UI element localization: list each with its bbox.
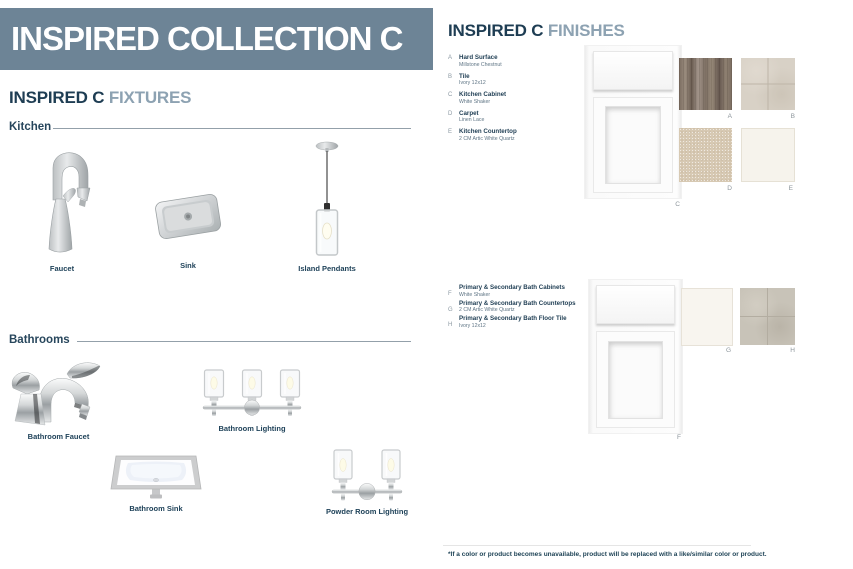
swatch-label-e: E: [788, 185, 793, 192]
finish-name: Kitchen Countertop: [459, 128, 517, 135]
carpet-swatch: [679, 128, 732, 182]
bathroom-sink-image: [107, 451, 205, 501]
list-item: [448, 73, 598, 87]
list-item: [448, 91, 598, 105]
swatch-label-b: B: [790, 113, 795, 120]
bath-finishes-list: [448, 284, 598, 331]
swatch-label-a: A: [727, 113, 732, 120]
island-pendant-image: [302, 139, 352, 259]
finish-name: Kitchen Cabinet: [459, 91, 507, 98]
bathroom-faucet-label: Bathroom Faucet: [27, 432, 90, 441]
finish-name: Carpet: [459, 109, 479, 117]
powder-room-lighting-image: [328, 449, 406, 506]
finish-detail: Millstone Chestnut: [459, 61, 502, 68]
list-item: [448, 284, 598, 298]
fixtures-heading-primary: INSPIRED C: [9, 88, 105, 107]
finish-letter: F: [448, 291, 452, 297]
bath-cabinet-image: [588, 279, 683, 434]
finish-name: Tile: [459, 72, 470, 80]
swatch-label-d: D: [727, 185, 732, 192]
fixtures-heading-secondary: FIXTURES: [108, 88, 192, 107]
list-item: [448, 128, 598, 142]
list-item: [448, 315, 598, 329]
finish-letter: D: [448, 110, 453, 117]
bath-countertop-swatch: [681, 288, 733, 346]
finish-name: Primary & Secondary Bath Floor Tile: [459, 315, 567, 322]
list-item: [448, 110, 598, 124]
tile-swatch: [741, 58, 795, 110]
finish-name: Hard Surface: [459, 54, 498, 61]
finish-letter: G: [448, 306, 453, 313]
finish-detail: Ivory 12x12: [459, 322, 486, 329]
finish-detail: Ivory 12x12: [459, 80, 486, 86]
finish-letter: A: [448, 55, 453, 61]
cabinet-door-panel: [608, 341, 663, 419]
kitchen-faucet-image: [28, 144, 96, 254]
finish-name: Primary & Secondary Bath Countertops: [459, 299, 576, 307]
hard-surface-swatch: [679, 58, 732, 110]
kitchen-section-title: Kitchen: [9, 121, 52, 133]
cabinet-drawer-front: [593, 51, 674, 89]
bathroom-lighting-image: [199, 369, 305, 421]
finish-detail: White Shaker: [459, 98, 491, 105]
cabinet-door-panel: [605, 106, 662, 184]
swatch-label-c: C: [675, 201, 680, 208]
bathrooms-section-title: Bathrooms: [9, 334, 70, 346]
finish-letter: C: [448, 92, 453, 98]
list-item: [448, 300, 598, 314]
bathrooms-section-rule: [77, 341, 411, 342]
finish-detail: 2 CM Artic White Quartz: [459, 135, 515, 142]
kitchen-sink-label: Sink: [180, 261, 196, 270]
kitchen-section-rule: [53, 128, 411, 129]
banner: [0, 8, 433, 70]
kitchen-countertop-swatch: [741, 128, 795, 182]
bathroom-sink-label: Bathroom Sink: [129, 504, 183, 513]
cabinet-drawer-front: [596, 285, 674, 324]
kitchen-faucet-label: Faucet: [49, 264, 75, 273]
finish-name: Primary & Secondary Bath Cabinets: [459, 284, 565, 291]
bathroom-faucet-image: [10, 357, 107, 429]
cabinet-door-front: [596, 331, 674, 428]
island-pendants-label: Island Pendants: [298, 264, 356, 273]
kitchen-sink-image: [146, 185, 230, 247]
finish-letter: B: [448, 73, 453, 80]
swatch-label-g: G: [725, 347, 731, 354]
finishes-heading-secondary: FINISHES: [547, 21, 625, 40]
finish-letter: E: [448, 129, 453, 135]
footnote-divider: [443, 545, 751, 546]
cabinet-door-front: [593, 97, 674, 194]
fixtures-heading: [9, 88, 191, 108]
swatch-label-h: H: [790, 347, 795, 354]
footnote-text: *If a color or product becomes unavailable, product will be replaced with a like/similar color or product.: [448, 551, 767, 558]
bathroom-lighting-label: Bathroom Lighting: [218, 424, 286, 433]
kitchen-cabinet-image: [584, 45, 682, 199]
kitchen-finishes-list: [448, 54, 598, 147]
finishes-heading: [448, 21, 625, 41]
finish-detail: 2 CM Artic White Quartz: [459, 307, 515, 313]
swatch-label-f: F: [677, 434, 681, 441]
list-item: [448, 54, 598, 68]
finish-detail: Linen Lace: [459, 117, 485, 123]
finish-detail: White Shaker: [459, 291, 491, 298]
finishes-heading-primary: INSPIRED C: [448, 21, 544, 40]
finish-letter: H: [448, 322, 453, 328]
bath-floor-tile-swatch: [740, 288, 795, 345]
page-title: INSPIRED COLLECTION C: [11, 20, 403, 57]
powder-room-lighting-label: Powder Room Lighting: [325, 507, 409, 516]
